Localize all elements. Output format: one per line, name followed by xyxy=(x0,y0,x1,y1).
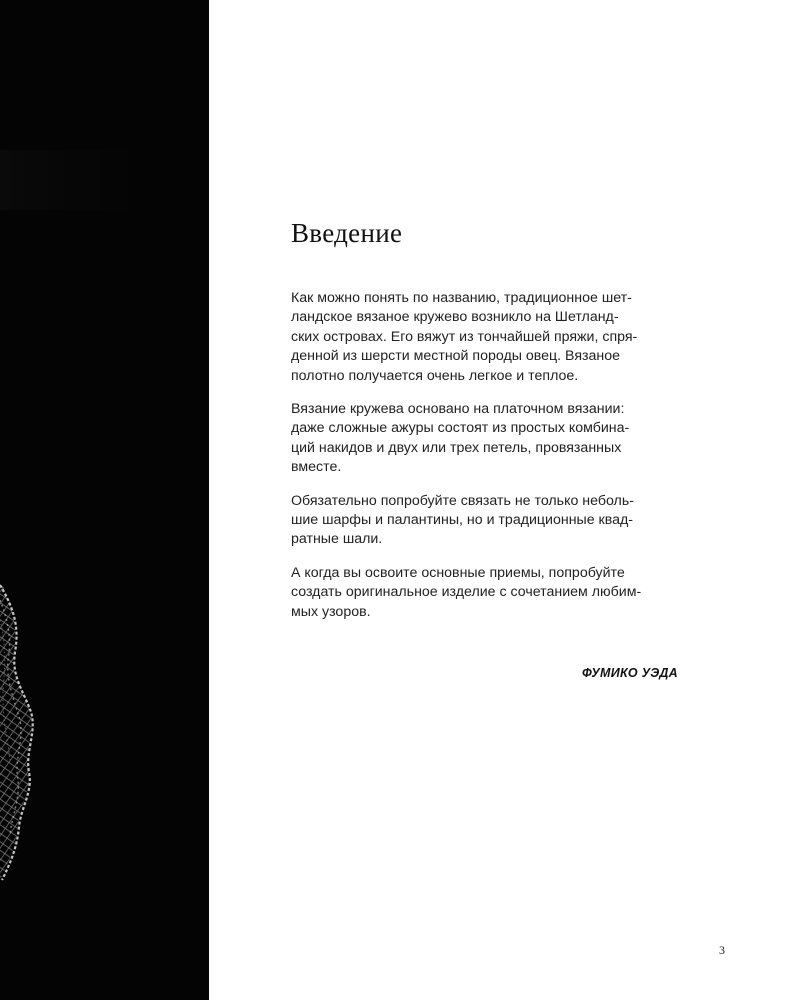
text-line: А когда вы освоите основные приемы, попробуйте xyxy=(291,564,625,581)
text-line: вместе. xyxy=(291,459,342,476)
text-line: ратные шали. xyxy=(291,531,383,548)
paragraph-2 xyxy=(291,400,691,478)
paragraph-3 xyxy=(291,492,691,550)
text-line: полотно получается очень легкое и теплое. xyxy=(291,367,579,384)
text-line: даже сложные ажуры состоят из простых комбина- xyxy=(291,420,630,437)
paragraph-1 xyxy=(291,289,691,386)
page-title: Введение xyxy=(291,218,403,248)
text-line: создать оригинальное изделие с сочетанием любим- xyxy=(291,584,642,601)
text-line: ландское вязаное кружево возникло на Шетланд- xyxy=(291,309,619,326)
text-line: Как можно понять по названию, традиционное шет- xyxy=(291,290,632,306)
text-line: денной из шерсти местной породы овец. Вязаное xyxy=(291,348,621,365)
text-line: ских островах. Его вяжут из тончайшей пряжи, спря- xyxy=(291,328,638,345)
lace-edge xyxy=(0,580,32,880)
text-line: Обязательно попробуйте связать не только неболь- xyxy=(291,492,634,509)
author-signature: ФУМИКО УЭДА xyxy=(581,666,678,680)
lace-shawl-image xyxy=(0,0,209,1000)
page-number: 3 xyxy=(719,943,725,957)
text-line: ций накидов и двух или трех петель, провязанных xyxy=(291,439,622,456)
paragraph-4 xyxy=(291,564,691,622)
introduction-section xyxy=(291,215,691,636)
text-line: Вязание кружева основано на платочном вязании: xyxy=(291,401,625,418)
lace-photo xyxy=(0,0,209,1000)
text-line: шие шарфы и палантины, но и традиционные квад- xyxy=(291,512,634,529)
text-line: мых узоров. xyxy=(291,603,371,620)
